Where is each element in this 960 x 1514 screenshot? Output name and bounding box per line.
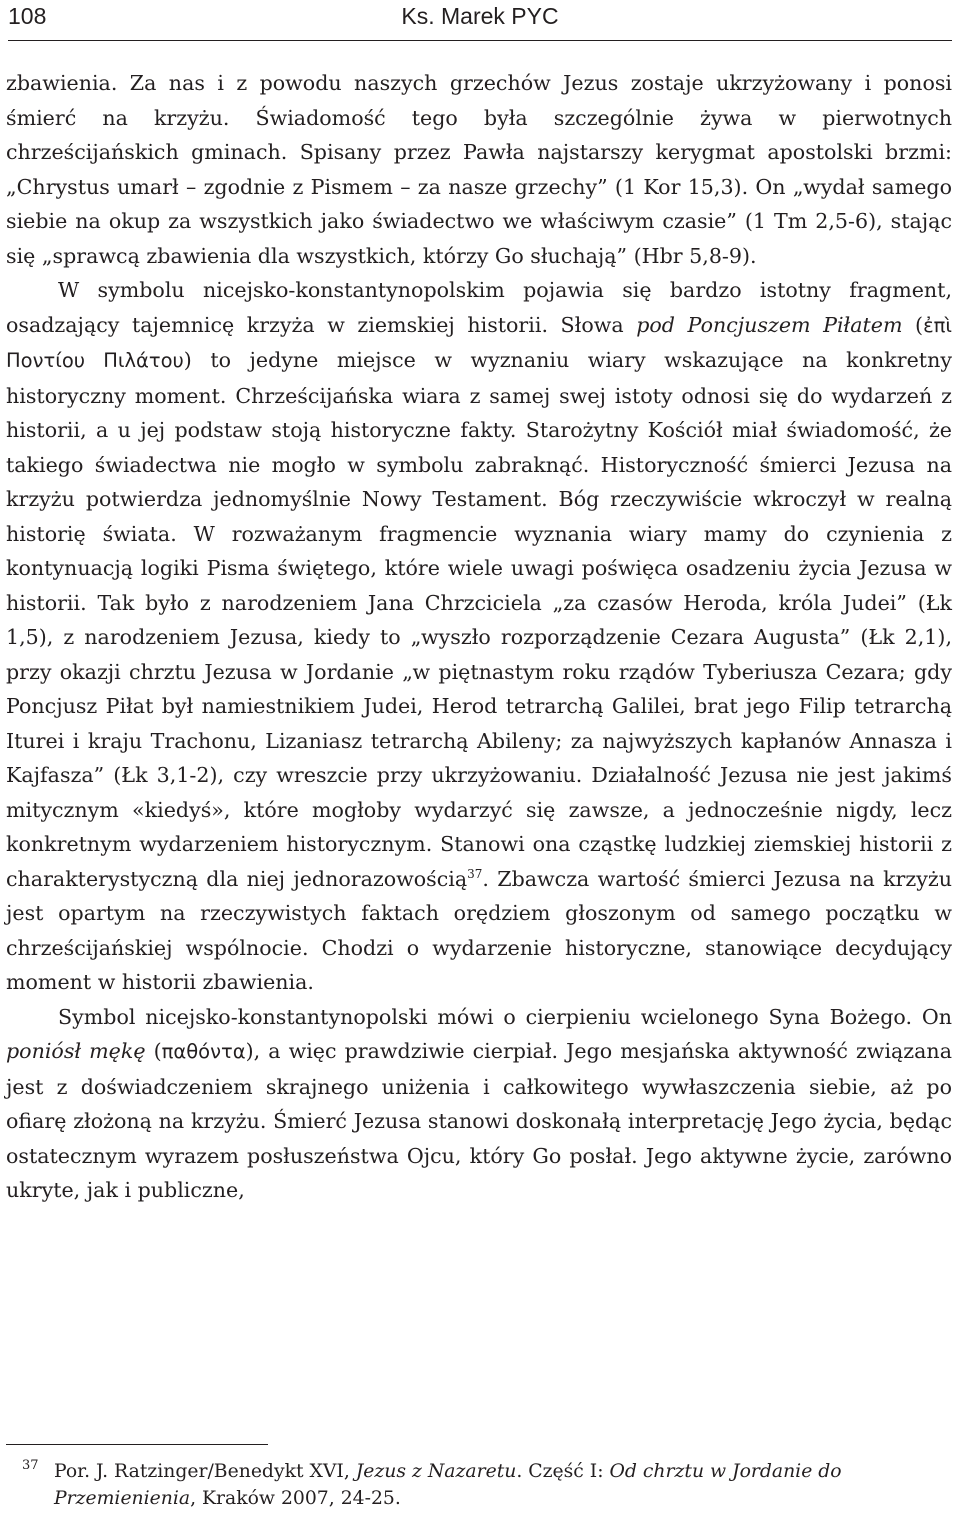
paragraph-3-greek-term: παθόντα <box>161 1040 246 1063</box>
paragraph-3-text-c: ), a więc prawdziwie cierpiał. Jego mesjańska aktywność związana jest z doświadczeniem skrajnego uniżenia i całkowitego wywłaszczenia siebie, aż po ofiarę złożoną na krzyżu. Śmierć Jezusa stanowi doskonałą interpretację Jego życia, będąc ostatecznym wyrazem posłuszeństwa Ojcu, który Go posłał. Jego aktywne życie, zarówno ukryte, jak i publiczne, <box>6 1039 952 1202</box>
footnote-book-title: Jezus z Nazaretu <box>355 1461 517 1482</box>
paragraph-2-text-a: W symbolu nicejsko-konstantynopolskim pojawia się bardzo istotny fragment, osadzający tajemnicę krzyża w ziemskiej historii. Słowa <box>6 278 952 337</box>
paragraph-3-text-a: Symbol nicejsko-konstantynopolski mówi o cierpieniu wcielonego Syna Bożego. On <box>58 1004 952 1029</box>
footnote-text <box>6 1458 952 1512</box>
footnote-text-c: , Kraków 2007, 24-25. <box>190 1488 401 1509</box>
footnote-reference-37[interactable]: 37 <box>467 866 483 881</box>
footnote-text-b: . Część I: <box>516 1461 610 1482</box>
paragraph-3 <box>6 1000 952 1208</box>
body-text <box>6 66 952 1208</box>
paragraph-2-greek-term: ἐπὶ Ποντίου Πιλάτου <box>6 313 952 372</box>
paragraph-2-text-d: . Zbawcza wartość śmierci Jezusa na krzyżu jest opartym na rzeczywistych faktach orędziem głoszonym od samego początku w chrześcijańskiej wspólnocie. Chodzi o wydarzenie historyczne, stanowiące decydujący moment w historii zbawienia. <box>6 866 952 994</box>
running-header <box>8 0 952 41</box>
paragraph-1-text: zbawienia. Za nas i z powodu naszych grzechów Jezus zostaje ukrzyżowany i ponosi śmierć na krzyżu. Świadomość tego była szczególnie żywa w pierwotnych chrześcijańskich gminach. Spisany przez Pawła najstarszy kerygmat apostolski brzmi: „Chrystus umarł – zgodnie z Pismem – za nasze grzechy” (1 Kor 15,3). On „wydał samego siebie na okup za wszystkich jako świadectwo we właściwym czasie” (1 Tm 2,5-6), stając się „sprawcą zbawienia dla wszystkich, którzy Go słuchają” (Hbr 5,8-9). <box>6 71 952 268</box>
running-head-author: Ks. Marek PYC <box>401 3 559 29</box>
footnote-mark: 37 <box>22 1458 39 1473</box>
paragraph-2-text-c: ) to jedyne miejsce w wyznaniu wiary wskazujące na konkretny historyczny moment. Chrześcijańska wiara z samej swej istoty odnosi się do wydarzeń z historii, a u jej podstaw stoją historyczne fakty. Starożytny Kościół miał świadomość, że takiego świadectwa nie mogło w symbolu zabraknąć. Historyczność śmierci Jezusa na krzyżu potwierdza jednomyślnie Nowy Testament. Bóg rzeczywiście wkroczył w realną historię świata. W rozważanym fragmencie wyznania wiary mamy do czynienia z kontynuacją logiki Pisma świętego, które wiele uwagi poświęca osadzeniu życia Jezusa w historii. Tak było z narodzeniem Jana Chrzciciela „za czasów Heroda, króla Judei” (Łk 1,5), z narodzeniem Jezusa, kiedy to „wyszło rozporządzenie Cezara Augusta” (Łk 2,1), przy okazji chrztu Jezusa w Jordanie „w piętnastym roku rządów Tyberiusza Cezara; gdy Poncjusz Piłat był namiestnikiem Judei, Herod tetrarchą Galilei, brat jego Filip tetrarchą Iturei i kraju Trachonu, Lizaniasz tetrarchą Abileny; za najwyższych kapłanów Annasza i Kajfasza” (Łk 3,1-2), czy wreszcie przy ukrzyżowaniu. Działalność Jezusa nie jest jakimś mitycznym «kiedyś», które mogłoby wydarzyć się zawsze, a jednocześnie nigdy, lecz konkretnym wydarzeniem historycznym. Stanowi ona cząstkę ludzkiej ziemskiej historii z charakterystyczną dla niej jednorazowością <box>6 348 952 891</box>
footnote-divider <box>6 1444 268 1445</box>
paragraph-2 <box>6 273 952 1000</box>
paragraph-1 <box>6 66 952 273</box>
footnote-part-title: Od chrztu w Jordanie do Przemienienia <box>54 1461 842 1509</box>
paragraph-2-text-b: ( <box>902 312 924 337</box>
footnote-37 <box>6 1458 952 1512</box>
page-number: 108 <box>8 3 47 29</box>
paragraph-2-italic-term: pod Poncjuszem Piłatem <box>636 312 903 337</box>
paragraph-3-italic-term: poniósł mękę <box>6 1039 146 1063</box>
paragraph-3-text-b: ( <box>145 1039 162 1063</box>
footnote-text-a: Por. J. Ratzinger/Benedykt XVI, <box>54 1461 356 1482</box>
